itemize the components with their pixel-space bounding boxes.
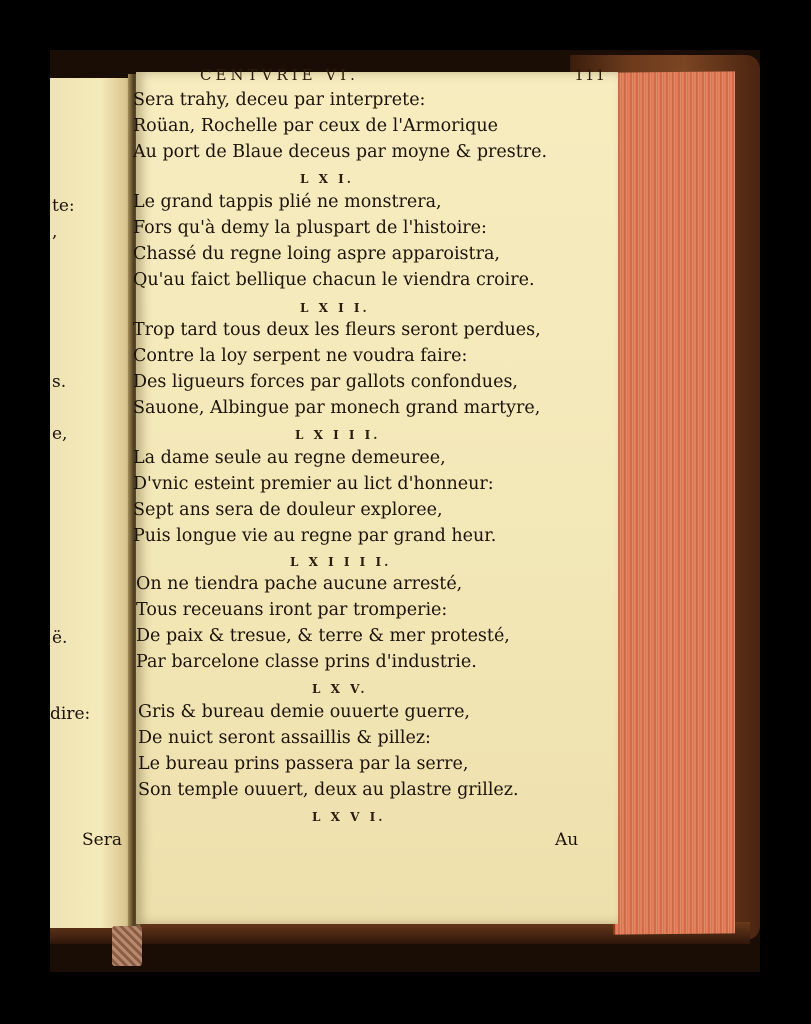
running-header [150,66,610,88]
text-line: Sauone, Albingue par monech grand martyre, [133,398,541,418]
right-catchword: Au [555,830,579,850]
text-line: Tous receuans iront par tromperie: [136,600,448,620]
left-catchword: Sera [82,830,122,850]
text-line: Sept ans sera de douleur exploree, [133,500,443,520]
text-line: Qu'au faict bellique chacun le viendra croire. [133,270,535,290]
quatrain-number: L X I. [300,172,354,186]
bookmark-ribbon [112,926,142,966]
left-fragment: te: [52,196,75,216]
quatrain-number: L X V I. [312,810,386,824]
quatrain-number: L X I I I. [295,428,381,442]
text-line: Par barcelone classe prins d'industrie. [136,652,477,672]
left-fragment: ë. [52,628,68,648]
quatrain-number: L X I I I I. [290,555,392,569]
text-line: Au port de Blaue deceus par moyne & prestre. [133,142,548,162]
text-line: Des ligueurs forces par gallots confondues, [133,372,518,392]
quatrain-number: L X I I. [300,301,370,315]
text-line: On ne tiendra pache aucune arresté, [136,574,463,594]
text-line: Son temple ouuert, deux au plastre grillez. [138,780,519,800]
page-number: 111 [574,66,606,84]
text-line: Contre la loy serpent ne voudra faire: [133,346,468,366]
left-fragment: , [52,222,58,242]
text-line: De nuict seront assaillis & pillez: [138,728,431,748]
text-line: La dame seule au regne demeuree, [133,448,446,468]
text-line: Sera trahy, deceu par interprete: [133,90,426,110]
text-line: Le grand tappis plié ne monstrera, [133,192,442,212]
running-title: CENTVRIE VI. [200,66,359,84]
left-fragment: dire: [50,704,91,724]
left-fragment: s. [52,372,67,392]
left-fragment: e, [52,424,68,444]
text-line: D'vnic esteint premier au lict d'honneur: [133,474,494,494]
text-line: Puis longue vie au regne par grand heur. [133,526,497,546]
text-line: Le bureau prins passera par la serre, [138,754,469,774]
text-line: Trop tard tous deux les fleurs seront perdues, [133,320,541,340]
page-fore-edge [613,71,735,934]
text-line: Chassé du regne loing aspre apparoistra, [133,244,500,264]
text-line: De paix & tresue, & terre & mer protesté, [136,626,510,646]
text-line: Fors qu'à demy la pluspart de l'histoire: [133,218,487,238]
quatrain-number: L X V. [312,682,368,696]
text-line: Gris & bureau demie ouuerte guerre, [138,702,470,722]
text-line: Roüan, Rochelle par ceux de l'Armorique [133,116,498,136]
book-photo [50,50,760,972]
